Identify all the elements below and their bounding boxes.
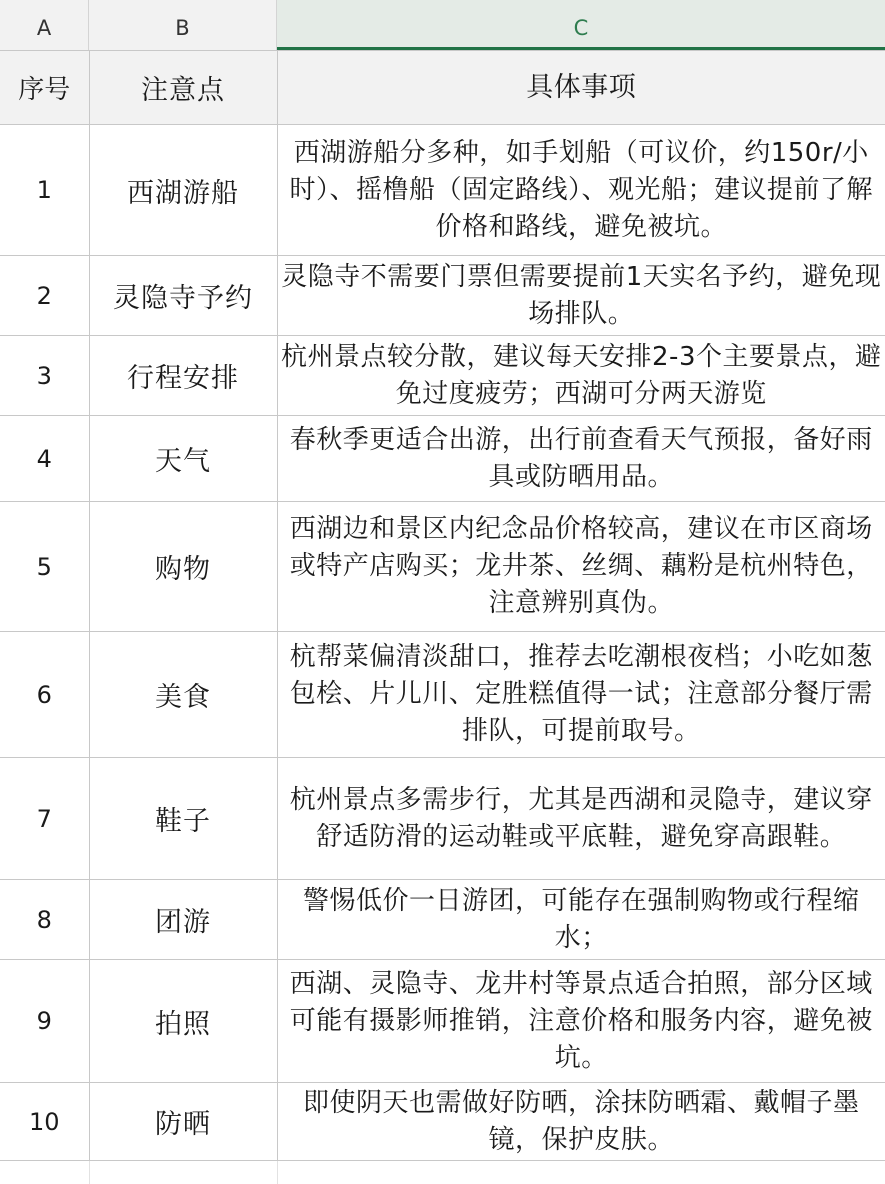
detail-cell[interactable]: 西湖、灵隐寺、龙井村等景点适合拍照，部分区域可能有摄影师推销，注意价格和服务内容，避免被坑。 — [277, 960, 885, 1083]
detail-cell[interactable]: 西湖游船分多种，如手划船（可议价，约150r/小时）、摇橹船（固定路线）、观光船；建议提前了解价格和路线，避免被坑。 — [277, 125, 885, 256]
index-cell[interactable]: 10 — [0, 1083, 89, 1161]
detail-cell[interactable]: 杭州景点较分散，建议每天安排2-3个主要景点，避免过度疲劳；西湖可分两天游览 — [277, 336, 885, 416]
topic-cell[interactable]: 拍照 — [89, 960, 277, 1083]
detail-cell[interactable]: 杭帮菜偏清淡甜口，推荐去吃潮根夜档；小吃如葱包桧、片儿川、定胜糕值得一试；注意部分餐厅需排队，可提前取号。 — [277, 632, 885, 758]
index-cell[interactable]: 7 — [0, 758, 89, 880]
table-row — [0, 256, 885, 336]
table-row — [0, 416, 885, 502]
column-header-c-selected[interactable]: C — [277, 0, 885, 50]
index-cell[interactable]: 2 — [0, 256, 89, 336]
table-row — [0, 125, 885, 256]
header-row — [0, 51, 885, 125]
table-row — [0, 960, 885, 1083]
header-index-cell[interactable]: 序号 — [0, 51, 89, 125]
index-cell[interactable]: 3 — [0, 336, 89, 416]
column-header-bar — [0, 0, 885, 51]
gridline — [89, 1161, 90, 1184]
topic-cell[interactable]: 行程安排 — [89, 336, 277, 416]
table-row — [0, 880, 885, 960]
gridline — [277, 1161, 278, 1184]
index-cell[interactable]: 5 — [0, 502, 89, 632]
topic-cell[interactable]: 防晒 — [89, 1083, 277, 1161]
table-row — [0, 1083, 885, 1161]
table-row — [0, 758, 885, 880]
detail-cell[interactable]: 春秋季更适合出游，出行前查看天气预报，备好雨具或防晒用品。 — [277, 416, 885, 502]
column-header-b[interactable]: B — [89, 0, 277, 50]
header-topic-cell[interactable]: 注意点 — [89, 51, 277, 125]
table-row — [0, 336, 885, 416]
detail-cell[interactable]: 警惕低价一日游团，可能存在强制购物或行程缩水； — [277, 880, 885, 960]
topic-cell[interactable]: 购物 — [89, 502, 277, 632]
topic-cell[interactable]: 团游 — [89, 880, 277, 960]
topic-cell[interactable]: 天气 — [89, 416, 277, 502]
table-row — [0, 502, 885, 632]
empty-row[interactable] — [0, 1160, 885, 1184]
topic-cell[interactable]: 西湖游船 — [89, 125, 277, 256]
table-row — [0, 632, 885, 758]
topic-cell[interactable]: 美食 — [89, 632, 277, 758]
index-cell[interactable]: 1 — [0, 125, 89, 256]
index-cell[interactable]: 8 — [0, 880, 89, 960]
detail-cell[interactable]: 杭州景点多需步行，尤其是西湖和灵隐寺，建议穿舒适防滑的运动鞋或平底鞋，避免穿高跟鞋。 — [277, 758, 885, 880]
index-cell[interactable]: 9 — [0, 960, 89, 1083]
detail-cell[interactable]: 西湖边和景区内纪念品价格较高，建议在市区商场或特产店购买；龙井茶、丝绸、藕粉是杭州特色，注意辨别真伪。 — [277, 502, 885, 632]
header-detail-cell[interactable]: 具体事项 — [277, 51, 885, 125]
column-header-a[interactable]: A — [0, 0, 89, 50]
detail-cell[interactable]: 灵隐寺不需要门票但需要提前1天实名予约，避免现场排队。 — [277, 256, 885, 336]
index-cell[interactable]: 4 — [0, 416, 89, 502]
topic-cell[interactable]: 灵隐寺予约 — [89, 256, 277, 336]
index-cell[interactable]: 6 — [0, 632, 89, 758]
topic-cell[interactable]: 鞋子 — [89, 758, 277, 880]
detail-cell[interactable]: 即使阴天也需做好防晒，涂抹防晒霜、戴帽子墨镜，保护皮肤。 — [277, 1083, 885, 1161]
data-table — [0, 50, 885, 1161]
